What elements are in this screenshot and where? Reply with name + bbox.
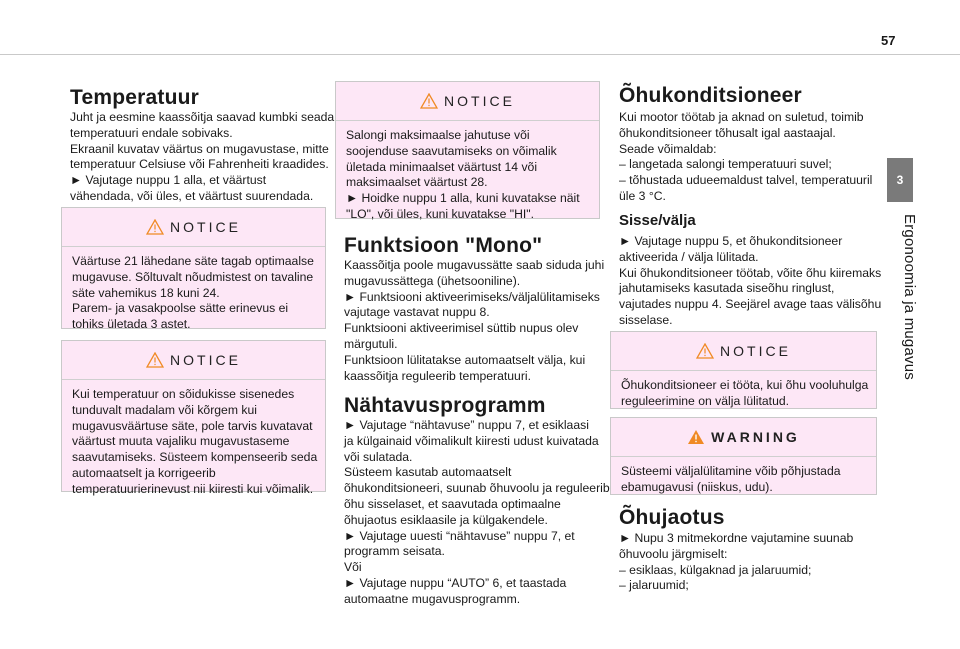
mono-heading: Funktsioon "Mono" — [344, 234, 543, 257]
distribution-heading: Õhujaotus — [619, 506, 725, 529]
notice-label: NOTICE — [170, 219, 241, 235]
notice-box-ac — [610, 331, 877, 409]
chapter-title: Ergonoomia ja mugavus — [901, 214, 918, 380]
onoff-heading: Sisse/välja — [619, 212, 696, 229]
visibility-heading: Nähtavusprogramm — [344, 394, 546, 417]
notice-text: Õhukonditsioneer ei tööta, kui õhu vooluhulga reguleerimine on välja lülitatud. — [621, 378, 869, 408]
notice-label: NOTICE — [170, 352, 241, 368]
warning-triangle-icon — [146, 219, 164, 235]
warning-text: Süsteemi väljalülitamine võib põhjustada ebamugavusi (niiskus, udu). — [621, 464, 841, 494]
visibility-text: ► Vajutage “nähtavuse” nuppu 7, et esiklaasi ja külgainaid võimalikult kiiresti udust kuivatada või sulatada. Süsteem kasutab automaatselt õhukonditsioneeri, suunab õhuvoolu ja reguleerib õhu sisselaset, et saavutada optimaalne õhujaotus esiklaasile ja külgakendele. ► Vajutage uuesti “nähtavuse” nuppu 7, et programm seisata. Või ► Vajutage nuppu “AUTO” 6, et taastada automaatne mugavusprogramm. — [344, 418, 610, 606]
warning-filled-icon — [687, 429, 705, 445]
temperature-heading: Temperatuur — [70, 86, 199, 109]
ac-heading: Õhukonditsioneer — [619, 84, 802, 107]
warning-label: WARNING — [711, 429, 800, 445]
chapter-tab[interactable]: 3 — [887, 158, 913, 202]
warning-triangle-icon — [696, 343, 714, 359]
notice-text: Väärtuse 21 lähedane säte tagab optimaalse mugavuse. Sõltuvalt nõudmistest on tavaline säte vahemikus 18 kuni 24. Parem- ja vasakpoolse sätte erinevus ei tohiks ületada 3 astet. — [72, 254, 314, 332]
ac-text: Kui mootor töötab ja aknad on suletud, toimib õhukonditsioneer tõhusalt igal aastaajal. Seade võimaldab: – langetada salongi temperatuuri suvel; – tõhustada udueemaldust talvel, temperatuuril üle 3 °C. — [619, 110, 873, 203]
warning-triangle-icon — [420, 93, 438, 109]
notice-text: Kui temperatuur on sõidukisse sisenedes tunduvalt madalam või kõrgem kui mugavusväärtuse säte, pole tarvis kuvatavat väärtust muuta vajaliku mugavustaseme saavutamiseks. Süsteem kompenseerib seda automaatselt ja korrigeerib temperatuurierinevust nii kiiresti kui võimalik. — [72, 387, 318, 496]
notice-box-maxcool — [335, 81, 600, 219]
header-rule — [0, 54, 960, 55]
distribution-text: ► Nupu 3 mitmekordne vajutamine suunab õhuvoolu järgmiselt: – esiklaas, külgaknad ja jalaruumid; – jalaruumid; — [619, 531, 854, 593]
notice-text: Salongi maksimaalse jahutuse või soojenduse saavutamiseks on võimalik ületada minimaalset väärtust 14 või maksimaalset väärtust 28. ► Hoidke nuppu 1 alla, kuni kuvatakse näit "LO", või üles, kuni kuvatakse "HI". — [346, 128, 580, 221]
temperature-text: Juht ja eesmine kaassõitja saavad kumbki seada temperatuuri endale sobivaks. Ekraanil kuvatav väärtus on mugavustase, mitte temperatuur Celsiuse või Fahrenheiti kraadides. ► Vajutage nuppu 1 alla, et väärtust vähendada, või üles, et väärtust suurendada. — [70, 110, 335, 203]
warning-box — [610, 417, 877, 495]
notice-box-comfort — [61, 207, 326, 332]
page-number: 57 — [881, 33, 896, 48]
notice-label: NOTICE — [444, 93, 515, 109]
onoff-text: ► Vajutage nuppu 5, et õhukonditsioneer aktiveerida / välja lülitada. Kui õhukonditsioneer töötab, võite õhu kiiremaks jahutamiseks kasutada siseõhu ringlust, vajutades nuppu 4. Seejärel avage taas välisõhu sisselase. — [619, 234, 882, 327]
warning-triangle-icon — [146, 352, 164, 368]
mono-text: Kaassõitja poole mugavussätte saab siduda juhi mugavussättega (ühetsooniline). ► Funktsiooni aktiveerimiseks/väljalülitamiseks vajutage vastavat nuppu 8. Funktsiooni aktiveerimisel süttib nupus olev märgutuli. Funktsioon lülitatakse automaatselt välja, kui kaassõitja reguleerib temperatuuri. — [344, 258, 605, 383]
notice-label: NOTICE — [720, 343, 791, 359]
notice-box-temperature — [61, 340, 326, 496]
